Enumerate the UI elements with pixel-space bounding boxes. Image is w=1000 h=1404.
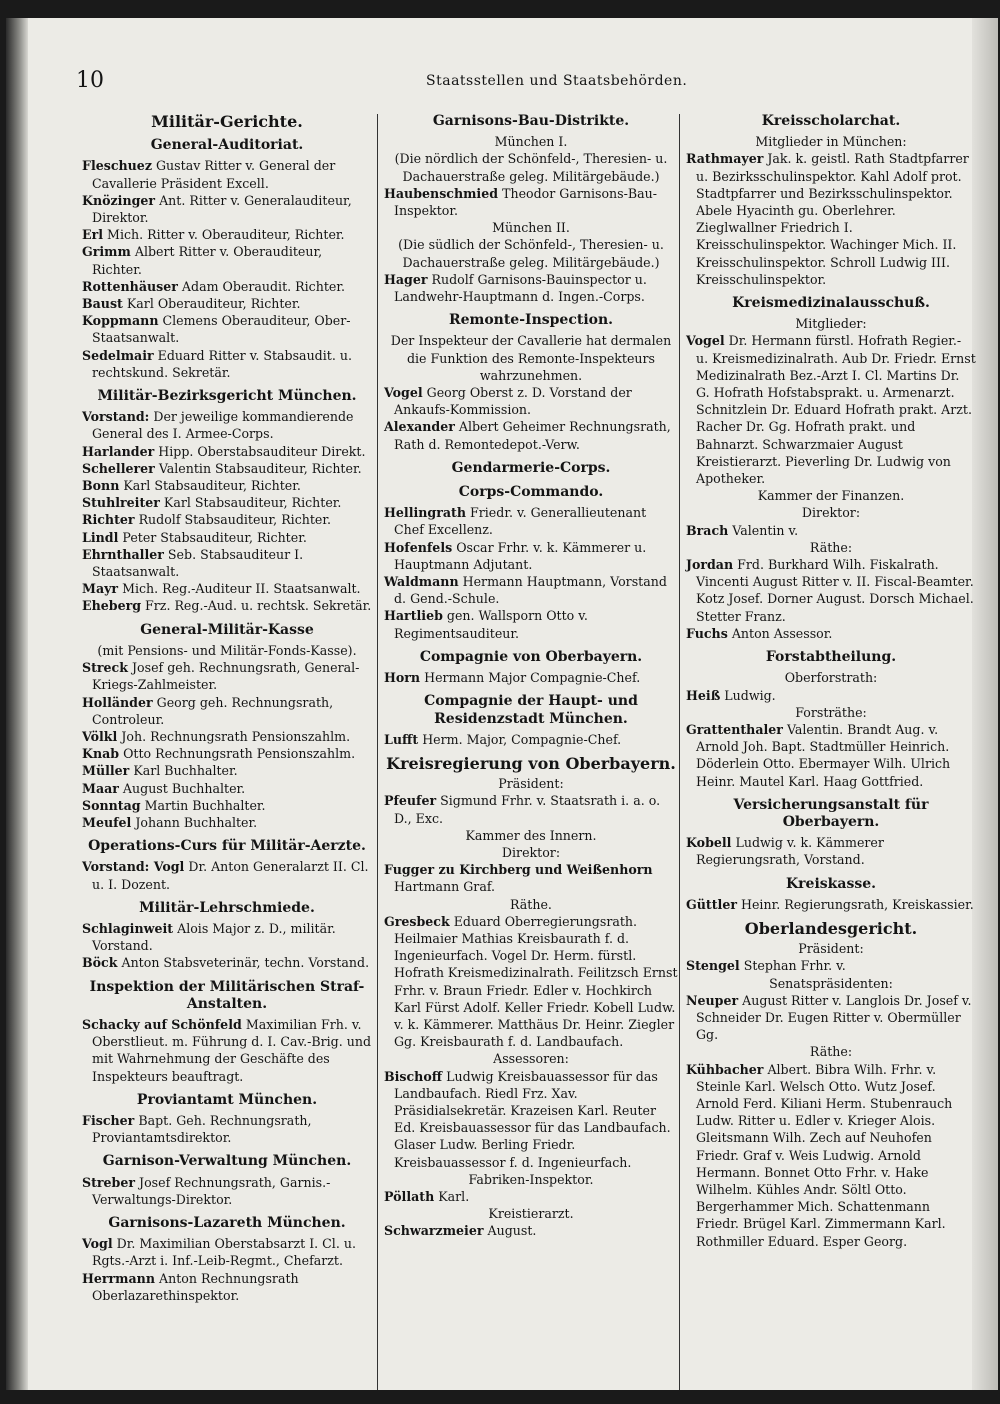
section-heading: Forstabtheilung. (765, 649, 897, 666)
directory-entry (82, 1174, 372, 1208)
directory-entry (686, 556, 976, 625)
entry-name: Vogel (384, 385, 423, 401)
entry-details: Friedr. v. Generallieutenant Chef Excellenz. (394, 505, 647, 538)
centered-caption: (mit Pensions- und Militär-Fonds-Kasse). (97, 642, 357, 658)
entry-name: Vorstand: Vogl (82, 859, 185, 875)
entry-details: Josef geh. Rechnungsrath, General-Kriegs-Zahlmeister. (92, 660, 360, 693)
entry-name: Streck (82, 660, 128, 676)
entry-details: gen. Wallsporn Otto v. Regimentsauditeur. (394, 608, 588, 641)
section-heading: Garnisons-Bau-Distrikte. (432, 113, 630, 129)
centered-caption: Mitglieder in München: (755, 134, 907, 150)
directory-entry (82, 814, 372, 831)
entry-name: Rottenhäuser (82, 278, 178, 294)
entry-name: Rathmayer (686, 151, 764, 167)
entry-details: Albert Ritter v. Oberauditeur, Richter. (92, 244, 323, 277)
directory-entry (384, 1188, 678, 1205)
directory-entry (686, 1061, 976, 1250)
directory-entry (82, 157, 372, 191)
entry-name: Hofenfels (384, 539, 453, 555)
entry-name: Völkl (82, 728, 118, 744)
column-left (82, 106, 372, 1304)
directory-entry (384, 185, 678, 219)
directory-entry (384, 731, 678, 748)
running-head: Staatsstellen und Staatsbehörden. (426, 73, 688, 89)
directory-entry (686, 625, 976, 642)
directory-entry (82, 580, 372, 597)
entry-details: Valentin Stabsauditeur, Richter. (158, 460, 362, 476)
centered-caption: Kammer des Innern. (465, 827, 597, 843)
entry-details: Joh. Rechnungsrath Pensionszahlm. (121, 728, 351, 744)
entry-details: Mich. Reg.-Auditeur II. Staatsanwalt. (122, 581, 361, 597)
directory-entry (82, 780, 372, 797)
entry-details: Stephan Frhr. v. (743, 958, 846, 974)
entry-details: Peter Stabsauditeur, Richter. (122, 529, 307, 545)
directory-entry (686, 992, 976, 1044)
entry-details: Herm. Major, Compagnie-Chef. (422, 731, 622, 747)
section-heading: Corps-Commando. (458, 484, 604, 501)
section-heading: Kreismedizinalausschuß. (732, 295, 930, 312)
section-heading: Inspektion der Militärischen Straf-Anstalten. (89, 978, 365, 1012)
entry-name: Maar (82, 780, 119, 796)
entry-details: August Buchhalter. (122, 780, 246, 796)
entry-name: Knözinger (82, 192, 156, 208)
entry-name: Kühbacher (686, 1061, 764, 1077)
section-heading: General-Militär-Kasse (140, 621, 314, 638)
entry-name: Fugger zu Kirchberg und Weißenhorn (384, 862, 653, 878)
entry-details: Albert. Bibra Wilh. Frhr. v. Steinle Karl. Welsch Otto. Wutz Josef. Arnold Ferd. Kiliani Herm. Stubenrauch Ludw. Ritter u. Edler v. Krieger Alois. Gleitsmann Wilh. Zech auf Neuhofen Friedr. Graf v. Weis Ludwig. Arnold Hermann. Bonnet Otto Frhr. v. Hake Wilhelm. Kühles Andr. Söltl Otto. Bergerhammer Mich. Schattenmann Friedr. Brügel Karl. Zimmermann Karl. Rothmiller Eduard. Esper Georg. (696, 1061, 953, 1249)
entry-name: Kobell (686, 835, 732, 851)
entry-details: Georg Oberst z. D. Vorstand der Ankaufs-Kommission. (394, 385, 632, 418)
directory-entry (82, 408, 372, 442)
section-heading: Militär-Gerichte. (151, 112, 303, 131)
directory-entry (384, 861, 678, 895)
entry-name: Lindl (82, 529, 119, 545)
entry-name: Herrmann (82, 1270, 155, 1286)
section-heading: General-Auditoriat. (150, 137, 304, 154)
directory-entry (82, 443, 372, 460)
centered-caption: Mitglieder: (795, 316, 867, 332)
entry-name: Schlaginweit (82, 920, 174, 936)
entry-details: Eduard Oberregierungsrath. Heilmaier Mathias Kreisbaurath f. d. Ingenieurfach. Vogel Dr. Herm. fürstl. Hofrath Kreismedizinalrath. Feilitzsch Ernst Frhr. v. Braun Friedr. Edler v. Hochkirch Karl Fürst Adolf. Keller Friedr. Kobell Ludw. v. k. Kämmerer. Matthäus Dr. Heinr. Ziegler Gg. Kreisbaurath f. d. Landbaufach. (394, 913, 678, 1050)
directory-entry (686, 332, 976, 487)
entry-name: Alexander (384, 419, 455, 435)
column-middle (384, 106, 678, 1240)
entry-name: Böck (82, 955, 118, 971)
entry-name: Güttler (686, 896, 737, 912)
directory-entry (384, 384, 678, 418)
directory-entry (384, 1222, 678, 1239)
entry-details: Hartmann Graf. (394, 879, 496, 895)
page-number: 10 (76, 68, 104, 93)
entry-name: Streber (82, 1174, 136, 1190)
directory-entry (82, 858, 372, 892)
centered-caption: (Die südlich der Schönfeld-, Theresien- u. Dachauerstraße geleg. Militärgebäude.) (398, 237, 664, 270)
directory-entry (384, 607, 678, 641)
directory-entry (686, 834, 976, 868)
entry-name: Baust (82, 296, 123, 312)
section-heading: Operations-Curs für Militär-Aerzte. (88, 838, 366, 855)
entry-details: Theodor Garnisons-Bau-Inspektor. (394, 185, 658, 219)
centered-caption: Räthe. (510, 896, 552, 912)
centered-caption: Direktor: (801, 505, 861, 521)
directory-entry (384, 271, 678, 305)
entry-name: Stuhlreiter (82, 495, 160, 511)
column-rule-1 (377, 114, 378, 1390)
centered-caption: Direktor: (501, 844, 561, 860)
entry-details: Georg geh. Rechnungsrath, Controleur. (92, 694, 334, 727)
centered-caption: Kreistierarzt. (488, 1206, 574, 1222)
entry-details: Sigmund Frhr. v. Staatsrath i. a. o. D., Exc. (394, 793, 661, 826)
entry-name: Bischoff (384, 1068, 443, 1084)
entry-name: Pöllath (384, 1188, 435, 1204)
entry-name: Fischer (82, 1112, 135, 1128)
directory-entry (82, 494, 372, 511)
centered-caption: Forsträthe: (795, 704, 867, 720)
entry-name: Grimm (82, 244, 131, 260)
centered-caption: Fabriken-Inspektor. (468, 1171, 594, 1187)
entry-details: Anton Stabsveterinär, techn. Vorstand. (121, 955, 370, 971)
column-right (686, 106, 976, 1250)
section-heading: Compagnie von Oberbayern. (419, 648, 643, 665)
centered-caption: Kammer der Finanzen. (757, 488, 905, 504)
entry-details: Karl Oberauditeur, Richter. (126, 296, 301, 312)
directory-entry (82, 728, 372, 745)
book-spine-shadow (6, 18, 28, 1390)
directory-entry (82, 243, 372, 277)
directory-entry (82, 920, 372, 954)
entry-name: Gresbeck (384, 913, 450, 929)
entry-details: Hermann Major Compagnie-Chef. (424, 670, 641, 686)
entry-name: Schellerer (82, 460, 155, 476)
entry-details: Ludwig v. k. Kämmerer Regierungsrath, Vorstand. (696, 835, 884, 868)
entry-name: Sedelmair (82, 347, 154, 363)
directory-entry (82, 278, 372, 295)
entry-name: Harlander (82, 443, 155, 459)
entry-details: Alois Major z. D., militär. Vorstand. (92, 920, 336, 954)
directory-entry (82, 1016, 372, 1085)
entry-name: Holländer (82, 694, 153, 710)
entry-details: Karl Stabsauditeur, Richter. (163, 495, 342, 511)
entry-details: Gustav Ritter v. General der Cavallerie Präsident Excell. (92, 158, 336, 191)
entry-details: Anton Rechnungsrath Oberlazarethinspektor. (92, 1270, 299, 1303)
directory-entry (82, 529, 372, 546)
directory-entry (384, 504, 678, 538)
entry-name: Haubenschmied (384, 185, 499, 201)
entry-details: August Ritter v. Langlois Dr. Josef v. Schneider Dr. Eugen Ritter v. Obermüller Gg. (696, 992, 972, 1043)
entry-name: Sonntag (82, 797, 141, 813)
entry-name: Hager (384, 271, 428, 287)
entry-name: Schwarzmeier (384, 1223, 484, 1239)
section-heading: Versicherungsanstalt für Oberbayern. (733, 796, 929, 830)
entry-details: Dr. Anton Generalarzt II. Cl. u. I. Dozent. (92, 859, 369, 892)
entry-details: Heinr. Regierungsrath, Kreiskassier. (741, 896, 974, 912)
section-heading: Militär-Bezirksgericht München. (97, 388, 357, 405)
entry-details: Karl Buchhalter. (133, 763, 238, 779)
centered-caption: Oberforstrath: (784, 670, 878, 686)
entry-details: Jak. k. geistl. Rath Stadtpfarrer u. Bezirksschulinspektor. Kahl Adolf prot. Stadtpfarrer und Bezirksschulinspektor. Abele Hyacinth gu. Oberlehrer. Zieglwallner Friedrich I. Kreisschulinspektor. Wachinger Mich. II. Kreisschulinspektor. Schroll Ludwig III. Kreisschulinspektor. (696, 151, 969, 287)
entry-details: Seb. Stabsauditeur I. Staatsanwalt. (92, 546, 304, 580)
section-heading: Kreiskasse. (786, 875, 876, 892)
entry-name: Brach (686, 522, 729, 538)
directory-entry (82, 1235, 372, 1269)
directory-entry (384, 539, 678, 573)
directory-entry (686, 522, 976, 539)
centered-caption: Räthe: (809, 1044, 853, 1060)
entry-name: Vogel (686, 333, 725, 349)
section-heading: Remonte-Inspection. (448, 312, 614, 329)
directory-entry (82, 1112, 372, 1146)
entry-details: Hipp. Oberstabsauditeur Direkt. (158, 443, 366, 459)
entry-name: Waldmann (384, 574, 459, 590)
entry-name: Grattenthaler (686, 721, 783, 737)
directory-entry (82, 1270, 372, 1304)
entry-details: Bapt. Geh. Rechnungsrath, Proviantamtsdirektor. (92, 1112, 312, 1146)
entry-details: Anton Assessor. (731, 625, 833, 641)
section-heading: Compagnie der Haupt- und Residenzstadt München. (424, 693, 638, 727)
entry-name: Meufel (82, 814, 132, 830)
directory-entry (384, 573, 678, 607)
entry-details: August. (487, 1223, 537, 1239)
entry-details: Karl. (438, 1188, 470, 1204)
directory-entry (82, 192, 372, 226)
directory-entry (686, 687, 976, 704)
directory-entry (82, 295, 372, 312)
entry-details: Josef Rechnungsrath, Garnis.-Verwaltungs-Direktor. (92, 1174, 331, 1207)
directory-entry (82, 597, 372, 614)
entry-details: Adam Oberaudit. Richter. (181, 278, 345, 294)
entry-details: Valentin. Brandt Aug. v. Arnold Joh. Bapt. Stadtmüller Heinrich. Döderlein Otto. Ebermayer Wilh. Ulrich Heinr. Mautel Karl. Haag Gottfried. (696, 721, 951, 789)
entry-details: Ludwig. (724, 687, 776, 703)
section-heading: Oberlandesgericht. (744, 918, 918, 938)
entry-name: Hartlieb (384, 608, 443, 624)
entry-details: Ludwig Kreisbauassessor für das Landbaufach. Riedl Frz. Xav. Präsidialsekretär. Krazeisen Karl. Reuter Ed. Kreisbauassessor für das Landbaufach. Glaser Ludw. Berling Friedr. Kreisbauassessor f. d. Ingenieurfach. (394, 1068, 671, 1170)
entry-name: Mayr (82, 581, 119, 597)
entry-name: Richter (82, 512, 135, 528)
directory-entry (686, 721, 976, 790)
directory-entry (82, 954, 372, 971)
centered-caption: München II. (492, 220, 570, 236)
directory-entry (82, 312, 372, 346)
entry-details: Oscar Frhr. v. k. Kämmerer u. Hauptmann Adjutant. (394, 539, 647, 572)
directory-entry (686, 957, 976, 974)
directory-entry (82, 460, 372, 477)
entry-details: Frz. Reg.-Aud. u. rechtsk. Sekretär. (145, 598, 372, 614)
directory-entry (82, 477, 372, 494)
section-heading: Gendarmerie-Corps. (451, 459, 611, 476)
entry-name: Erl (82, 227, 104, 243)
centered-caption: (Die nördlich der Schönfeld-, Theresien- u. Dachauerstraße geleg. Militärgebäude.) (394, 151, 668, 184)
entry-details: Rudolf Garnisons-Bauinspector u. Landwehr-Hauptmann d. Ingen.-Corps. (394, 271, 647, 305)
directory-entry (384, 792, 678, 826)
centered-caption: Assessoren: (493, 1051, 569, 1067)
section-heading: Militär-Lehrschmiede. (139, 899, 315, 916)
directory-entry (384, 418, 678, 452)
entry-name: Schacky auf Schönfeld (82, 1016, 242, 1032)
entry-name: Jordan (686, 557, 734, 573)
centered-caption: Der Inspekteur der Cavallerie hat dermalen die Funktion des Remonte-Inspekteurs wahrzunehmen. (390, 333, 672, 383)
section-heading: Proviantamt München. (136, 1091, 318, 1108)
entry-name: Pfeufer (384, 793, 437, 809)
section-heading: Kreisregierung von Oberbayern. (386, 753, 676, 773)
entry-details: Albert Geheimer Rechnungsrath, Rath d. Remontedepot.-Verw. (394, 419, 671, 452)
directory-entry (82, 511, 372, 528)
section-heading: Kreisscholarchat. (761, 113, 901, 129)
entry-details: Johann Buchhalter. (135, 814, 258, 830)
directory-entry (82, 762, 372, 779)
entry-details: Mich. Ritter v. Oberauditeur, Richter. (107, 227, 345, 243)
entry-details: Maximilian Frh. v. Oberstlieut. m. Führung d. I. Cav.-Brig. und mit Wahrnehmung der Geschäfte des Inspekteurs beauftragt. (92, 1016, 372, 1084)
entry-name: Lufft (384, 731, 419, 747)
directory-entry (82, 659, 372, 693)
directory-entry (82, 745, 372, 762)
entry-name: Müller (82, 763, 130, 779)
directory-entry (384, 1068, 678, 1171)
entry-name: Knab (82, 746, 120, 762)
centered-caption: Räthe: (809, 539, 853, 555)
entry-name: Hellingrath (384, 505, 466, 521)
directory-page (6, 18, 998, 1390)
entry-name: Fleschuez (82, 158, 152, 174)
centered-caption: München I. (494, 134, 568, 150)
entry-name: Fuchs (686, 625, 728, 641)
entry-details: Der jeweilige kommandierende General des I. Armee-Corps. (92, 409, 354, 442)
centered-caption: Senatspräsidenten: (769, 975, 893, 991)
entry-name: Eheberg (82, 598, 142, 614)
directory-entry (686, 896, 976, 913)
entry-details: Karl Stabsauditeur, Richter. (123, 478, 301, 494)
entry-name: Ehrnthaller (82, 546, 164, 562)
section-heading: Garnisons-Lazareth München. (108, 1214, 346, 1231)
entry-details: Ant. Ritter v. Generalauditeur, Direktor. (92, 192, 352, 226)
entry-details: Hermann Hauptmann, Vorstand d. Gend.-Schule. (394, 574, 667, 607)
entry-name: Horn (384, 670, 421, 686)
directory-entry (686, 150, 976, 288)
entry-name: Heiß (686, 687, 721, 703)
entry-details: Martin Buchhalter. (144, 797, 266, 813)
directory-entry (384, 669, 678, 686)
entry-name: Neuper (686, 992, 739, 1008)
entry-details: Otto Rechnungsrath Pensionszahlm. (123, 746, 356, 762)
entry-name: Vogl (82, 1236, 113, 1252)
directory-entry (82, 694, 372, 728)
entry-details: Dr. Maximilian Oberstabsarzt I. Cl. u. Rgts.-Arzt i. Inf.-Leib-Regmt., Chefarzt. (92, 1236, 356, 1269)
directory-entry (82, 347, 372, 381)
directory-entry (384, 913, 678, 1051)
centered-caption: Präsident: (798, 941, 864, 957)
centered-caption: Präsident: (498, 776, 564, 792)
entry-name: Bonn (82, 478, 120, 494)
entry-name: Stengel (686, 958, 740, 974)
entry-name: Vorstand: (82, 409, 150, 425)
column-rule-2 (679, 114, 680, 1390)
entry-details: Clemens Oberauditeur, Ober-Staatsanwalt. (92, 313, 351, 346)
entry-details: Valentin v. (732, 522, 799, 538)
directory-entry (82, 226, 372, 243)
entry-details: Frd. Burkhard Wilh. Fiskalrath. Vincenti August Ritter v. II. Fiscal-Beamter. Kotz Josef. Dorner August. Dorsch Michael. Stetter Franz. (696, 557, 974, 624)
entry-details: Eduard Ritter v. Stabsaudit. u. rechtskund. Sekretär. (92, 347, 352, 380)
directory-entry (82, 546, 372, 580)
section-heading: Garnison-Verwaltung München. (102, 1153, 352, 1170)
directory-entry (82, 797, 372, 814)
entry-name: Koppmann (82, 313, 159, 329)
entry-details: Dr. Hermann fürstl. Hofrath Regier.- u. Kreismedizinalrath. Aub Dr. Friedr. Ernst Medizinalrath Bez.-Arzt I. Cl. Martins Dr. G. Hofrath Hofstabsprakt. u. Armenarzt. Schnitzlein Dr. Eduard Hofrath prakt. Arzt. Racher Dr. Gg. Hofrath prakt. und Bahnarzt. Schwarzmaier August Kreistierarzt. Pieverling Dr. Ludwig von Apotheker. (696, 333, 976, 487)
entry-details: Rudolf Stabsauditeur, Richter. (138, 512, 332, 528)
